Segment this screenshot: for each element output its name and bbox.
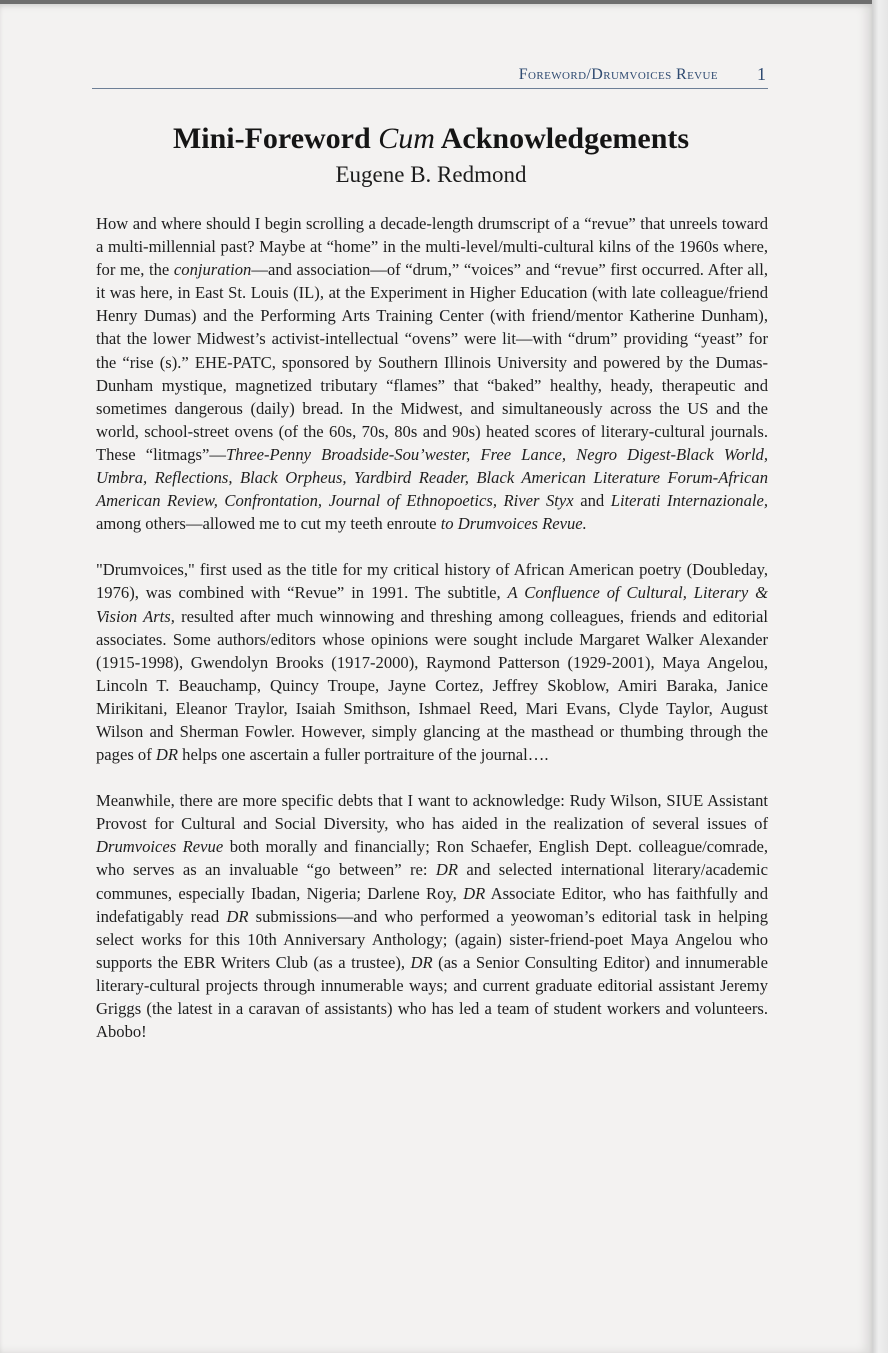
page-number: 1 (757, 64, 766, 84)
body-paragraph (96, 212, 768, 535)
title-italic-word: Cum (378, 122, 435, 155)
text-run: resulted after much winnowing and threshing among colleagues, friends and editorial associates. Some authors/editors whose opinions were sought include Margaret Walker Alexander (1915-1998), Gwendolyn Brooks (1917-2000), Raymond Patterson (1929-2001), Maya Angelou, Lincoln T. Beauchamp, Quincy Troupe, Jayne Cortez, Jeffrey Skoblow, Amiri Baraka, Janice Mirikitani, Eleanor Traylor, Isaiah Smithson, Ishmael Reed, Mari Evans, Clyde Taylor, August Wilson and Sherman Fowler. However, simply glancing at the masthead or thumbing through the pages of (96, 606, 768, 765)
text-run: submissions—and who performed a yeowoman’s editorial task in helping select works for this 10th Anniversary Anthology; (again) sister-friend-poet Maya Angelou who supports the EBR Writers Club (as a trustee), (96, 906, 768, 972)
text-run: both morally and financially; Ron Schaefer, English Dept. colleague/comrade, who serves as an invaluable “go between” re: (96, 837, 768, 880)
running-head (92, 62, 768, 89)
italic-run: DR (435, 860, 459, 880)
body-paragraph (96, 789, 768, 1043)
book-page (0, 4, 872, 1353)
italic-run: Drumvoices Revue (96, 837, 224, 857)
italic-run: DR (410, 952, 433, 972)
page-edge (872, 0, 888, 1353)
body-paragraph (96, 558, 768, 766)
text-run: among others—allowed me to cut my teeth enroute (96, 514, 441, 534)
title-part-2: Acknowledgements (434, 122, 690, 155)
italic-run: A Confluence of Cultural, Literary & Vision Arts, (96, 583, 768, 626)
text-run: "Drumvoices," first used as the title for my critical history of African American poetry (Doubleday, 1976), was combined with “Revue” in 1991. The subtitle, (96, 560, 768, 603)
running-title: Foreword/Drumvoices Revue (518, 66, 718, 83)
text-run: and selected international literary/academic communes, especially Ibadan, Nigeria; Darlene Roy, (96, 860, 768, 903)
text-run: helps one ascertain a fuller portraiture of the journal…. (178, 745, 549, 765)
italic-run: DR (226, 906, 249, 926)
italic-run: Three-Penny Broadside-Sou’wester, Free Lance, Negro Digest-Black World, Umbra, Reflections, Black Orpheus, Yardbird Reader, Black American Literature Forum-African American Review, Confrontation, Journal of Ethnopoetics, River Styx (96, 444, 768, 511)
italic-run: conjuration (173, 260, 252, 280)
text-run: (as a Senior Consulting Editor) and innumerable literary-cultural projects through innumerable ways; and current graduate editorial assistant Jeremy Griggs (the latest in a caravan of assistants) who has led a team of student workers and volunteers. Abobo! (96, 952, 768, 1042)
italic-run: DR (463, 883, 486, 903)
title-part-1: Mini-Foreword (172, 122, 379, 155)
text-run: Meanwhile, there are more specific debts that I want to acknowledge: Rudy Wilson, SIUE Assistant Provost for Cultural and Social Diversity, who has aided in the realization of several issues of (96, 791, 768, 834)
text-run: Associate Editor, who has faithfully and indefatigably read (96, 883, 768, 926)
article-author: Eugene B. Redmond (335, 162, 527, 187)
italic-run: DR (155, 745, 179, 765)
article-body (96, 212, 768, 1066)
text-run: —and association—of “drum,” “voices” and “revue” first occurred. After all, it was here, in East St. Louis (IL), at the Experiment in Higher Education (with late colleague/friend Henry Dumas) and the Performing Arts Training Center (with friend/mentor Katherine Dunham), that the lower Midwest’s activist-intellectual “ovens” were lit—with “drum” providing “yeast” for the “rise (s).” EHE-PATC, sponsored by Southern Illinois University and powered by the Dumas-Dunham mystique, magnetized tributary “flames” that “baked” healthy, heady, therapeutic and sometimes dangerous (daily) bread. In the Midwest, and simultaneously across the US and the world, school-street ovens (of the 60s, 70s, 80s and 90s) heated scores of literary-cultural journals. These “litmags”— (96, 260, 768, 464)
italic-run: to Drumvoices Revue. (440, 514, 587, 534)
text-run: and (573, 491, 611, 511)
italic-run: Literati Internazionale, (610, 491, 768, 511)
text-run: How and where should I begin scrolling a decade-length drumscript of a “revue” that unreels toward a multi-millennial past? Maybe at “home” in the multi-level/multi-cultural kilns of the 1960s where, for me, the (96, 214, 768, 280)
article-title (0, 122, 862, 156)
